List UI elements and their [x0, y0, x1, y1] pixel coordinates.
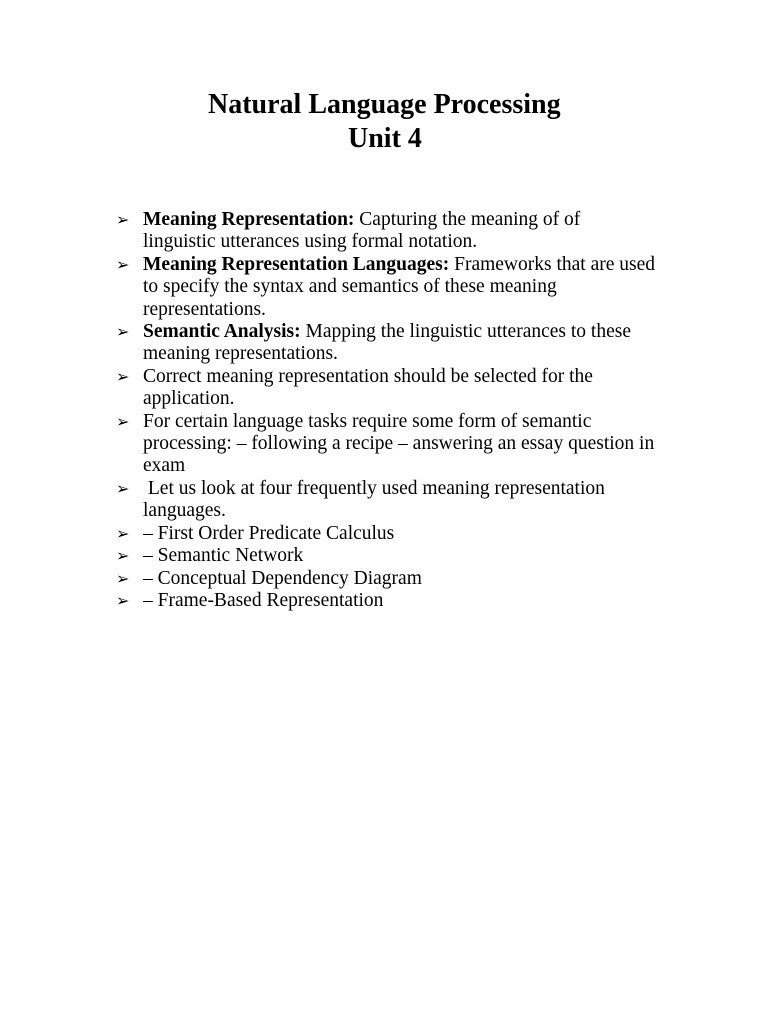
bullet-text: Correct meaning representation should be selected for the application. [143, 365, 593, 410]
arrow-bullet-icon: ➢ [116, 523, 130, 543]
arrow-bullet-icon: ➢ [116, 322, 130, 342]
list-item [116, 254, 656, 321]
list-item [116, 366, 656, 411]
bullet-text: – Semantic Network [143, 545, 304, 567]
bullet-text: Capturing the meaning of of linguistic utterances using formal notation. [143, 209, 581, 253]
bullet-text: – Conceptual Dependency Diagram [143, 567, 422, 589]
bullet-text: Frameworks that are used to specify the syntax and semantics of these meaning representations. [143, 253, 656, 320]
bullet-text: Mapping the linguistic utterances to these meaning representations. [143, 321, 631, 365]
bullet-text: – Frame-Based Representation [143, 589, 384, 611]
bullet-list [116, 209, 656, 612]
arrow-bullet-icon: ➢ [116, 546, 130, 566]
bullet-term: Meaning Representation Languages: [143, 253, 450, 275]
list-item [116, 411, 656, 478]
list-item [116, 523, 656, 545]
list-item [116, 209, 656, 254]
bullet-text: Let us look at four frequently used meaning representation languages. [143, 477, 610, 522]
arrow-bullet-icon: ➢ [116, 568, 130, 588]
bullet-text: – First Order Predicate Calculus [143, 522, 395, 544]
arrow-bullet-icon: ➢ [116, 366, 130, 386]
list-item [116, 321, 656, 366]
arrow-bullet-icon: ➢ [116, 210, 130, 229]
list-item [116, 478, 656, 523]
list-item [116, 568, 656, 590]
arrow-bullet-icon: ➢ [116, 411, 130, 431]
bullet-term: Meaning Representation: [143, 209, 355, 230]
bullet-text: For certain language tasks require some form of semantic processing: – following a recipe – answering an essay question in exam [143, 410, 655, 477]
arrow-bullet-icon: ➢ [116, 478, 130, 498]
bullet-term: Semantic Analysis: [143, 321, 301, 343]
list-item [116, 590, 656, 612]
arrow-bullet-icon: ➢ [116, 254, 130, 274]
title-main: Natural Language Processing [208, 89, 561, 120]
list-item [116, 545, 656, 567]
arrow-bullet-icon: ➢ [116, 590, 130, 610]
title-unit: Unit 4 [348, 123, 422, 154]
